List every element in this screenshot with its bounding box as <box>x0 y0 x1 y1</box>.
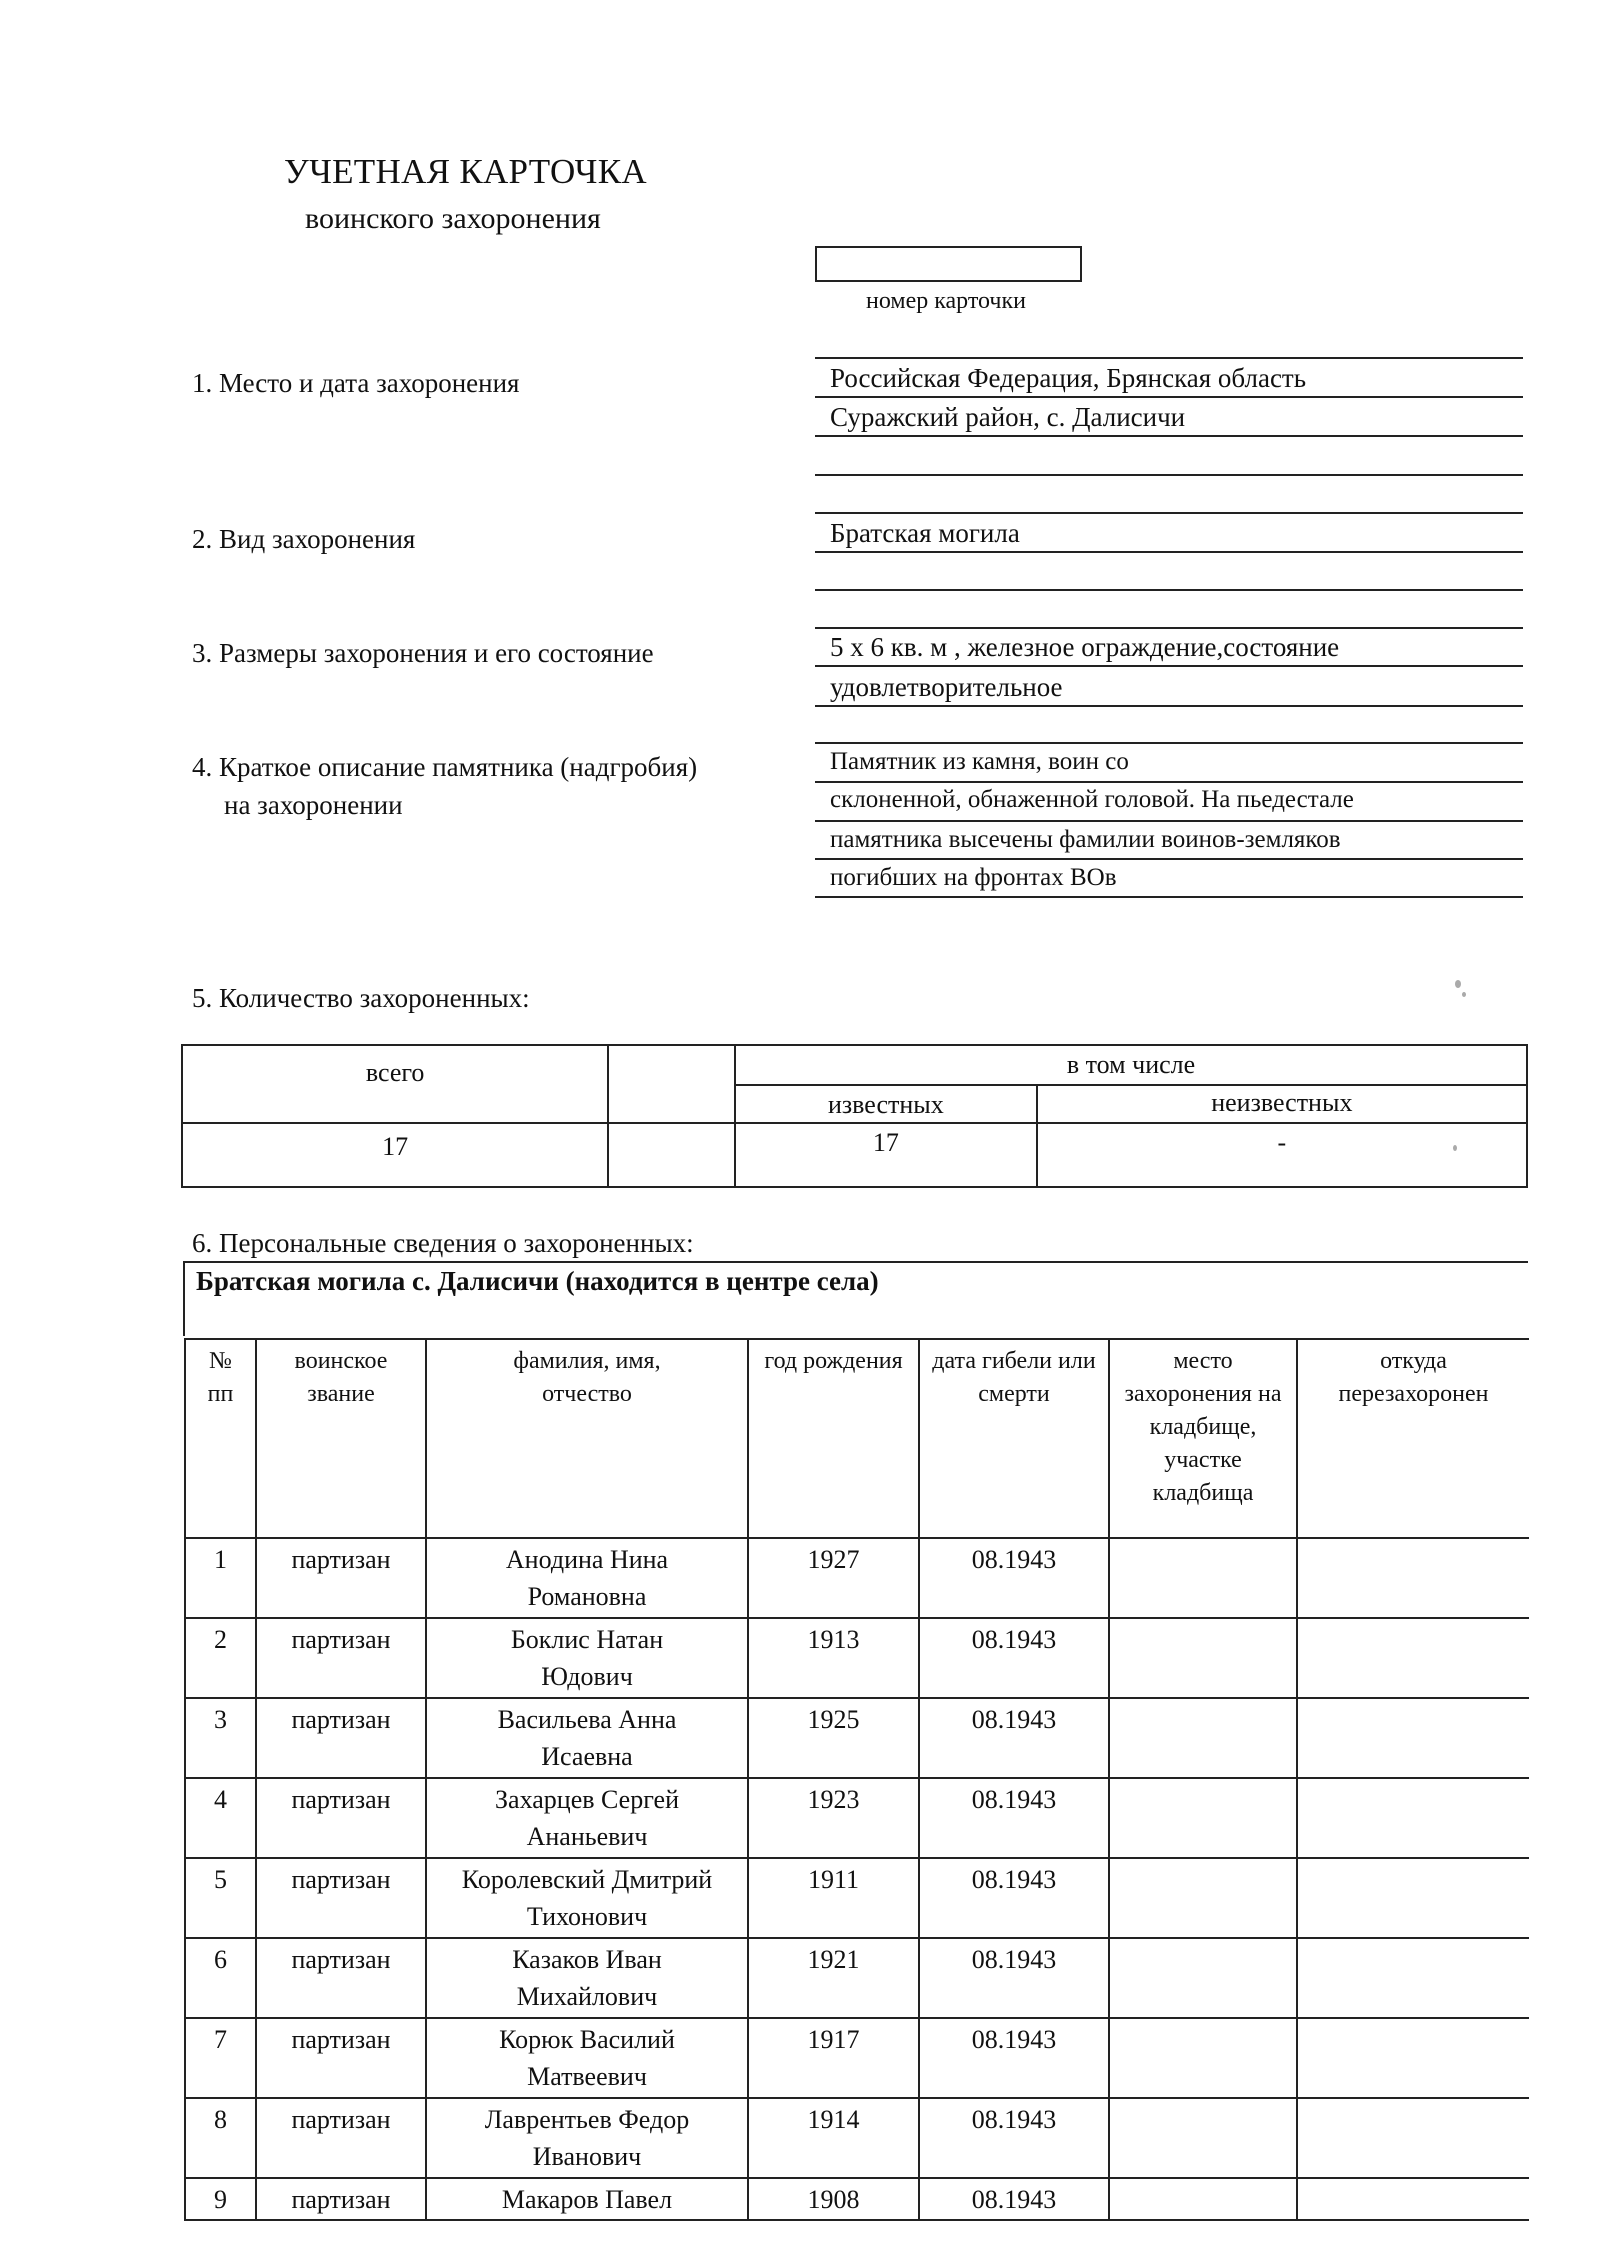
cell-died: 08.1943 <box>919 1698 1109 1778</box>
cell-name: Казаков Иван Михайлович <box>426 1938 748 2018</box>
col-name: фамилия, имя, отчество <box>426 1339 748 1538</box>
header-total: всего <box>182 1045 608 1123</box>
rule-line <box>815 705 1523 707</box>
card-number-label: номер карточки <box>866 288 1026 314</box>
cell-born: 1927 <box>748 1538 919 1618</box>
type-label: 2. Вид захоронения <box>192 524 416 554</box>
cell-grave-place <box>1109 2018 1297 2098</box>
cell-number: 6 <box>185 1938 256 2018</box>
rule-line <box>815 820 1523 822</box>
cell-died: 08.1943 <box>919 2018 1109 2098</box>
cell-reburied-from <box>1297 1538 1529 1618</box>
cell-rank: партизан <box>256 1698 426 1778</box>
type-line-1: Братская могила <box>830 518 1020 548</box>
rule-line <box>815 396 1523 398</box>
cell-name: Макаров Павел <box>426 2178 748 2220</box>
rule-line <box>815 858 1523 860</box>
table-row <box>185 1778 1529 1858</box>
rule-line <box>815 781 1523 783</box>
cell-born: 1911 <box>748 1858 919 1938</box>
cell-number: 5 <box>185 1858 256 1938</box>
cell-reburied-from <box>1297 2018 1529 2098</box>
cell-died: 08.1943 <box>919 1858 1109 1938</box>
rule-line <box>815 512 1523 514</box>
cell-number: 4 <box>185 1778 256 1858</box>
cell-reburied-from <box>1297 1618 1529 1698</box>
cell-died: 08.1943 <box>919 1778 1109 1858</box>
cell-died: 08.1943 <box>919 2098 1109 2178</box>
document-title: УЧЕТНАЯ КАРТОЧКА <box>284 152 647 191</box>
place-label: 1. Место и дата захоронения <box>192 368 520 398</box>
cell-died: 08.1943 <box>919 1938 1109 2018</box>
monument-line-3: памятника высечены фамилии воинов-земляков <box>830 826 1341 853</box>
burial-count-table <box>181 1044 1528 1188</box>
col-number: № пп <box>185 1339 256 1538</box>
cell-rank: партизан <box>256 2178 426 2220</box>
monument-line-2: склоненной, обнаженной головой. На пьедестале <box>830 786 1354 813</box>
cell-rank: партизан <box>256 1858 426 1938</box>
cell-grave-place <box>1109 1698 1297 1778</box>
rule-line <box>815 474 1523 476</box>
table-row <box>185 2018 1529 2098</box>
header-including: в том числе <box>735 1045 1527 1085</box>
place-line-2: Суражский район, с. Далисичи <box>830 402 1186 432</box>
col-born: год рождения <box>748 1339 919 1538</box>
cell-grave-place <box>1109 1538 1297 1618</box>
table-row <box>185 1858 1529 1938</box>
cell-died: 08.1943 <box>919 1538 1109 1618</box>
cell-number: 9 <box>185 2178 256 2220</box>
scan-speck <box>1462 992 1466 997</box>
monument-label-1: 4. Краткое описание памятника (надгробия) <box>192 752 698 782</box>
cell-rank: партизан <box>256 1938 426 2018</box>
table-row <box>185 1938 1529 2018</box>
cell-rank: партизан <box>256 1538 426 1618</box>
table-row <box>185 1698 1529 1778</box>
cell-grave-place <box>1109 1618 1297 1698</box>
cell-born: 1923 <box>748 1778 919 1858</box>
col-grave-place: место захоронения на кладбище, участке кладбища <box>1109 1339 1297 1538</box>
cell-grave-place <box>1109 1858 1297 1938</box>
cell-died: 08.1943 <box>919 2178 1109 2220</box>
col-reburied-from: откуда перезахоронен <box>1297 1339 1529 1538</box>
cell-number: 2 <box>185 1618 256 1698</box>
cell-born: 1913 <box>748 1618 919 1698</box>
cell-rank: партизан <box>256 2098 426 2178</box>
scan-speck <box>1453 1145 1457 1151</box>
header-unknown: неизвестных <box>1037 1085 1527 1123</box>
cell-died: 08.1943 <box>919 1618 1109 1698</box>
place-line-1: Российская Федерация, Брянская область <box>830 363 1307 393</box>
cell-reburied-from <box>1297 1938 1529 2018</box>
rule-line <box>815 589 1523 591</box>
cell-rank: партизан <box>256 2018 426 2098</box>
cell-reburied-from <box>1297 2098 1529 2178</box>
rule-line <box>815 435 1523 437</box>
cell-grave-place <box>1109 1778 1297 1858</box>
table-row <box>185 2178 1529 2220</box>
rule-line <box>815 551 1523 553</box>
cell-name: Захарцев Сергей Ананьевич <box>426 1778 748 1858</box>
size-label: 3. Размеры захоронения и его состояние <box>192 638 654 668</box>
cell-number: 1 <box>185 1538 256 1618</box>
cell-born: 1914 <box>748 2098 919 2178</box>
table-row <box>185 1538 1529 1618</box>
monument-line-1: Памятник из камня, воин со <box>830 748 1129 775</box>
value-unknown: - <box>1037 1123 1527 1187</box>
document-subtitle: воинского захоронения <box>305 202 601 235</box>
cell-grave-place <box>1109 1938 1297 2018</box>
cell-grave-place <box>1109 2098 1297 2178</box>
cell-rank: партизан <box>256 1778 426 1858</box>
persons-table <box>184 1338 1529 2221</box>
persons-label: 6. Персональные сведения о захороненных: <box>192 1228 694 1258</box>
rule-line <box>815 742 1523 744</box>
cell-name: Боклис Натан Юдович <box>426 1618 748 1698</box>
size-line-2: удовлетворительное <box>830 672 1063 702</box>
monument-label-2: на захоронении <box>224 790 403 820</box>
cell-born: 1921 <box>748 1938 919 2018</box>
value-known: 17 <box>735 1123 1037 1187</box>
cell-born: 1908 <box>748 2178 919 2220</box>
table-row <box>185 1618 1529 1698</box>
scan-speck <box>1455 980 1461 988</box>
col-rank: воинское звание <box>256 1339 426 1538</box>
cell-rank: партизан <box>256 1618 426 1698</box>
cell-name: Анодина Нина Романовна <box>426 1538 748 1618</box>
cell-reburied-from <box>1297 2178 1529 2220</box>
monument-line-4: погибших на фронтах ВОв <box>830 864 1117 891</box>
cell-reburied-from <box>1297 1698 1529 1778</box>
col-died: дата гибели или смерти <box>919 1339 1109 1538</box>
size-line-1: 5 х 6 кв. м , железное ограждение,состояние <box>830 632 1340 662</box>
cell-reburied-from <box>1297 1858 1529 1938</box>
cell-grave-place <box>1109 2178 1297 2220</box>
rule-line <box>815 357 1523 359</box>
cell-number: 8 <box>185 2098 256 2178</box>
cell-born: 1917 <box>748 2018 919 2098</box>
rule-line <box>815 665 1523 667</box>
cell-name: Васильева Анна Исаевна <box>426 1698 748 1778</box>
header-known: известных <box>735 1085 1037 1123</box>
group-title: Братская могила с. Далисичи (находится в центре села) <box>196 1266 879 1296</box>
cell-name: Лаврентьев Федор Иванович <box>426 2098 748 2178</box>
rule-line <box>815 896 1523 898</box>
value-total: 17 <box>182 1123 608 1187</box>
cell-reburied-from <box>1297 1778 1529 1858</box>
header-blank <box>608 1045 735 1123</box>
table-row <box>185 2098 1529 2178</box>
cell-born: 1925 <box>748 1698 919 1778</box>
cell-name: Корюк Василий Матвеевич <box>426 2018 748 2098</box>
cell-number: 7 <box>185 2018 256 2098</box>
rule-line <box>815 627 1523 629</box>
value-blank <box>608 1123 735 1187</box>
cell-number: 3 <box>185 1698 256 1778</box>
card-number-field <box>815 246 1082 282</box>
count-label: 5. Количество захороненных: <box>192 983 530 1013</box>
cell-name: Королевский Дмитрий Тихонович <box>426 1858 748 1938</box>
